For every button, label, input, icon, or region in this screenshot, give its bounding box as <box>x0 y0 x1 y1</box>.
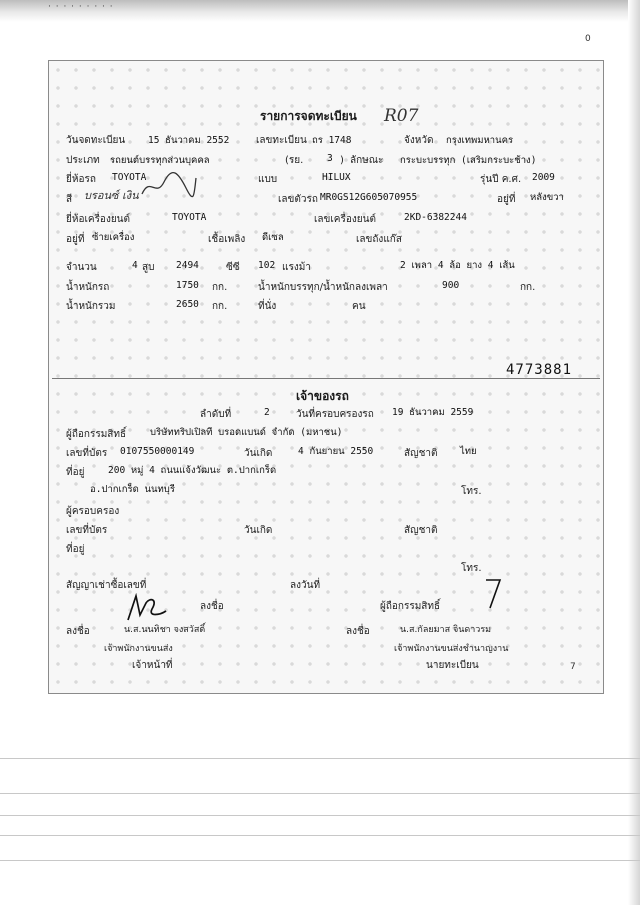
reg-no-value: ถร 1748 <box>312 135 352 146</box>
engine-no-label: เลขเครื่องยนต์ <box>314 214 376 225</box>
sign-right-name: น.ส.กัลยมาส จินดาวรม <box>400 625 492 635</box>
axles-wheels: 2 เพลา 4 ล้อ ยาง 4 เส้น <box>400 260 515 271</box>
color-value: บรอนซ์ เงิน <box>84 189 139 202</box>
load-label: น้ำหนักบรรทุก/น้ำหนักลงเพลา <box>258 282 388 293</box>
model-label: แบบ <box>258 174 278 185</box>
order-label: ลำดับที่ <box>200 409 232 420</box>
corner-mark: 0 <box>585 34 591 44</box>
scan-line <box>0 835 640 836</box>
cylinders-unit: สูบ <box>142 262 155 273</box>
engine-at-value: ซ้ายเครื่อง <box>92 232 135 243</box>
registration-title: รายการจดทะเบียน <box>260 109 357 123</box>
hp-unit: แรงม้า <box>282 262 311 273</box>
hp-value: 102 <box>258 260 276 271</box>
load-value: 900 <box>442 280 460 291</box>
gross-value: 2650 <box>176 299 199 310</box>
handwritten-code: R07 <box>384 106 419 126</box>
sign-label: ลงชื่อ <box>200 601 224 612</box>
fuel-value: ดีเซล <box>262 232 284 243</box>
engine-no-value: 2KD-6382244 <box>404 212 467 223</box>
hire-date-label: ลงวันที่ <box>290 580 321 591</box>
owner-label: ผู้ถือกรรมสิทธิ์ <box>66 429 127 440</box>
sign-left-name: น.ส.นนทิชา จงสวัสดิ์ <box>124 625 206 635</box>
owner-section-title: เจ้าของรถ <box>296 389 349 403</box>
tel2-label: โทร. <box>461 563 482 574</box>
serial-number: 4773881 <box>506 362 573 378</box>
id-value: 0107550000149 <box>120 446 195 457</box>
province-label: จังหวัด <box>404 135 434 146</box>
reg-date-value: 15 ธันวาคม 2552 <box>148 135 230 146</box>
scan-top-text: · · · · · · · · · <box>48 2 114 12</box>
gas-tank-label: เลขถังแก๊ส <box>356 234 402 245</box>
fuel-label: เชื้อเพลิง <box>208 234 246 245</box>
owner-section-divider <box>52 378 600 379</box>
nationality2-label: สัญชาติ <box>404 525 438 536</box>
sign-owner-role: ผู้ถือกรรมสิทธิ์ <box>380 601 441 612</box>
sign-left-role: เจ้าหน้าที่ <box>132 660 173 671</box>
seats-unit: คน <box>352 301 366 312</box>
type-value: รถยนต์บรรทุกส่วนบุคคล <box>110 155 210 166</box>
scan-top-edge <box>0 0 640 22</box>
scan-right-edge <box>628 0 640 905</box>
type-label: ประเภท <box>66 155 100 166</box>
cc-value: 2494 <box>176 260 199 271</box>
engine-brand-label: ยี่ห้อเครื่องยนต์ <box>66 214 131 225</box>
chassis-at-value: หลังขวา <box>530 192 564 203</box>
possess-date-value: 19 ธันวาคม 2559 <box>392 407 474 418</box>
gross-unit: กก. <box>212 301 228 312</box>
birth-label: วันเกิด <box>244 448 273 459</box>
handwritten-signature-icon <box>122 593 170 623</box>
id-label: เลขที่บัตร <box>66 448 108 459</box>
year-label: รุ่นปี ค.ศ. <box>480 174 522 185</box>
model-value: HILUX <box>322 172 351 183</box>
owner-value: บริษัททริปเปิลที บรอดแบนด์ จำกัด (มหาชน) <box>150 427 343 438</box>
nationality-value: ไทย <box>460 446 477 457</box>
chassis-label: เลขตัวรถ <box>278 194 318 205</box>
address-label: ที่อยู่ <box>66 467 85 478</box>
sign-right-sub: เจ้าพนักงานขนส่งชำนาญงาน <box>394 644 509 654</box>
weight-value: 1750 <box>176 280 199 291</box>
scan-line <box>0 758 640 759</box>
sign-right-label: ลงชื่อ <box>346 626 370 637</box>
address2-label: ที่อยู่ <box>66 544 85 555</box>
sign-left-label: ลงชื่อ <box>66 626 90 637</box>
engine-at-label: อยู่ที่ <box>66 234 85 245</box>
order-value: 2 <box>264 407 270 418</box>
bottom-mark: 7 <box>570 662 576 672</box>
address-line-1: 200 หมู่ 4 ถนนแจ้งวัฒนะ ต.ปากเกร็ด <box>108 465 277 476</box>
scan-line <box>0 815 640 816</box>
year-value: 2009 <box>532 172 555 183</box>
tel-label: โทร. <box>461 486 482 497</box>
sign-right-role: นายทะเบียน <box>426 660 479 671</box>
birth2-label: วันเกิด <box>244 525 273 536</box>
character-value: กระบะบรรทุก (เสริมกระบะช้าง) <box>400 155 537 166</box>
color-label: สี <box>66 194 73 205</box>
id2-label: เลขที่บัตร <box>66 525 108 536</box>
owner-signature-icon <box>482 576 506 612</box>
nationality-label: สัญชาติ <box>404 448 438 459</box>
hire-purchase-label: สัญญาเช่าซื้อเลขที่ <box>66 580 147 591</box>
brand-value: TOYOTA <box>112 172 147 183</box>
cc-unit: ซีซี <box>226 262 240 273</box>
seats-label: ที่นั่ง <box>258 301 277 312</box>
scan-line <box>0 793 640 794</box>
scribble-signature-icon <box>138 168 198 202</box>
possessor-label: ผู้ครอบครอง <box>66 506 120 517</box>
weight-unit: กก. <box>212 282 228 293</box>
count-label: จำนวน <box>66 262 97 273</box>
character-label: ลักษณะ <box>350 155 384 166</box>
sign-left-sub: เจ้าพนักงานขนส่ง <box>104 644 173 654</box>
address-line-2: อ.ปากเกร็ด นนทบุรี <box>90 484 175 495</box>
weight-label: น้ำหนักรถ <box>66 282 110 293</box>
province-value: กรุงเทพมหานคร <box>446 135 514 146</box>
rs-value: 3 <box>327 153 333 164</box>
rs-label: (รย. <box>285 155 304 166</box>
engine-brand-value: TOYOTA <box>172 212 207 223</box>
chassis-at-label: อยู่ที่ <box>497 194 516 205</box>
reg-no-label: เลขทะเบียน <box>256 135 307 146</box>
birth-value: 4 กันยายน 2550 <box>298 446 374 457</box>
rs-close: ) <box>340 155 344 166</box>
brand-label: ยี่ห้อรถ <box>66 174 96 185</box>
possess-date-label: วันที่ครอบครองรถ <box>296 409 374 420</box>
chassis-value: MR0GS12G605070955 <box>320 192 418 203</box>
cylinders-value: 4 <box>132 260 138 271</box>
gross-label: น้ำหนักรวม <box>66 301 116 312</box>
load-unit: กก. <box>520 282 536 293</box>
reg-date-label: วันจดทะเบียน <box>66 135 126 146</box>
scan-line <box>0 860 640 861</box>
